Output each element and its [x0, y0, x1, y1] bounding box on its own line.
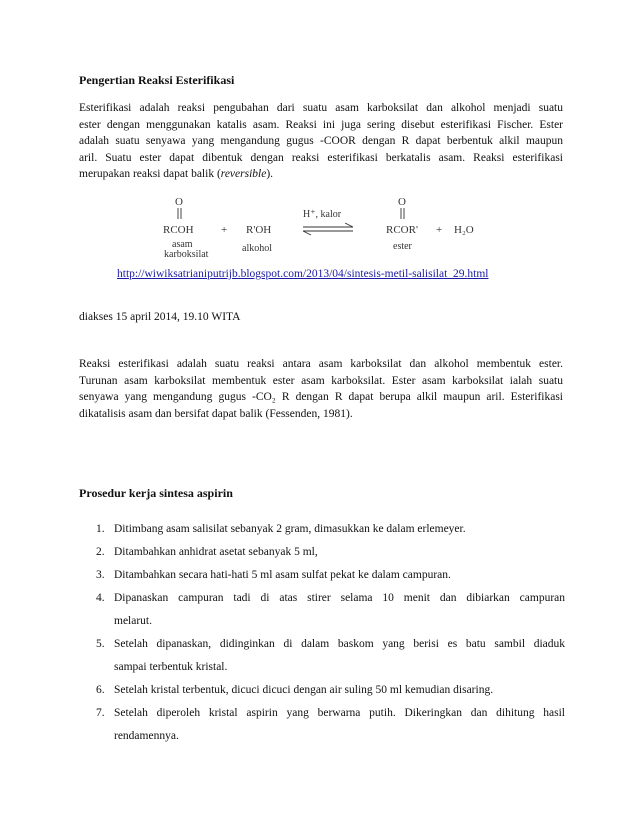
step-line: rendamennya.: [114, 730, 179, 742]
accessed-date: diakses 15 april 2014, 19.10 WITA: [79, 311, 241, 323]
italic-term-reversible: reversible: [220, 168, 267, 180]
step-number: 1.: [96, 523, 105, 535]
paragraph-line: Turunan asam karboksilat membentuk ester asam karboksilat. Ester asam karboksilat ialah suatu: [79, 374, 563, 387]
step-line: Setelah diperoleh kristal aspirin yang berwarna putih. Dikeringkan dan dihitung hasil: [114, 707, 565, 719]
paragraph-line: Esterifikasi adalah reaksi pengubahan dari suatu asam karboksilat dan alkohol menjadi suatu: [79, 102, 563, 114]
step-text: [114, 702, 565, 748]
carbonyl-oxygen-acid: O: [175, 196, 183, 208]
step-number: 6.: [96, 684, 105, 696]
step-number: 7.: [96, 707, 105, 719]
step-line: Ditambahkan anhidrat asetat sebanyak 5 ml,: [114, 546, 318, 558]
paragraph-line: Reaksi esterifikasi adalah suatu reaksi antara asam karboksilat dan alkohol membentuk ester.: [79, 358, 563, 370]
paragraph-line: ester dengan menggunakan katalis asam. Reaksi ini juga sering disebut esterifikasi Fischer. Ester: [79, 118, 563, 131]
text-segment: ).: [266, 168, 274, 180]
step-number: 4.: [96, 592, 105, 604]
procedure-step: [79, 518, 565, 541]
step-line: sampai terbentuk kristal.: [114, 661, 228, 673]
procedure-steps-list: [79, 518, 565, 748]
step-text: [114, 679, 565, 702]
plus-sign: +: [221, 224, 228, 236]
source-link[interactable]: http://wiwiksatrianiputrijb.blogspot.com/2013/04/sintesis-metil-salisilat_29.html: [117, 268, 489, 280]
label-acid-line2: karboksilat: [164, 249, 209, 259]
procedure-step: [79, 541, 565, 564]
carbonyl-oxygen-ester: O: [398, 196, 406, 208]
step-line: melarut.: [114, 615, 152, 627]
paragraph-line: adalah suatu senyawa yang mengandung gugus -COOR dengan R dapat berbentuk alkil maupun: [79, 135, 563, 147]
label-alcohol: alkohol: [242, 243, 272, 254]
step-line: Ditambahkan secara hati-hati 5 ml asam sulfat pekat ke dalam campuran.: [114, 569, 451, 581]
paragraph-line: aril. Suatu ester dapat dibentuk dengan reaksi esterifikasi berkatalis asam. Reaksi esterifikasi: [79, 151, 563, 164]
forward-arrow-head: [345, 223, 353, 227]
paragraph-line: senyawa yang mengandung gugus -CO₂ R dengan R dapat berupa alkil maupun aril. Esterifikasi: [79, 391, 563, 403]
step-number: 2.: [96, 546, 105, 558]
step-line: Dipanaskan campuran tadi di atas stirer selama 10 menit dan dibiarkan campuran: [114, 592, 565, 604]
reverse-arrow-head: [303, 231, 311, 235]
step-text: [114, 587, 565, 633]
plus-sign: +: [436, 224, 443, 236]
alcohol-formula: R'OH: [246, 224, 272, 236]
procedure-step: [79, 564, 565, 587]
step-line: Setelah dipanaskan, didinginkan di dalam baskom yang berisi es batu sambil diaduk: [114, 638, 565, 650]
paragraph-esterification-reaction: [79, 356, 563, 422]
step-text: [114, 564, 565, 587]
text-segment: merupakan reaksi dapat balik (: [79, 168, 221, 180]
label-ester: ester: [393, 241, 412, 252]
step-number: 5.: [96, 638, 105, 650]
step-text: [114, 633, 565, 679]
paragraph-esterification-definition: [79, 100, 563, 183]
step-line: Setelah kristal terbentuk, dicuci dicuci dengan air suling 50 ml kemudian disaring.: [114, 684, 494, 696]
section-heading-esterification: Pengertian Reaksi Esterifikasi: [79, 73, 235, 87]
procedure-step: [79, 702, 565, 748]
step-text: [114, 541, 565, 564]
step-line: Ditimbang asam salisilat sebanyak 2 gram, dimasukkan ke dalam erlemeyer.: [114, 523, 466, 535]
carboxylic-acid-formula: RCOH: [163, 224, 194, 236]
step-text: [114, 518, 565, 541]
esterification-reaction-scheme: [160, 193, 490, 259]
procedure-step: [79, 679, 565, 702]
step-number: 3.: [96, 569, 105, 581]
label-acid-line1: asam: [172, 239, 193, 250]
paragraph-line: dikatalisis asam dan bersifat dapat balik (Fessenden, 1981).: [79, 407, 353, 420]
paragraph-line: [79, 166, 563, 183]
procedure-step: [79, 587, 565, 633]
ester-formula: RCOR': [386, 224, 418, 236]
catalyst-label: H⁺, kalor: [303, 209, 342, 220]
section-heading-procedure: Prosedur kerja sintesa aspirin: [79, 486, 233, 500]
water-formula: H₂O: [454, 224, 474, 236]
procedure-step: [79, 633, 565, 679]
